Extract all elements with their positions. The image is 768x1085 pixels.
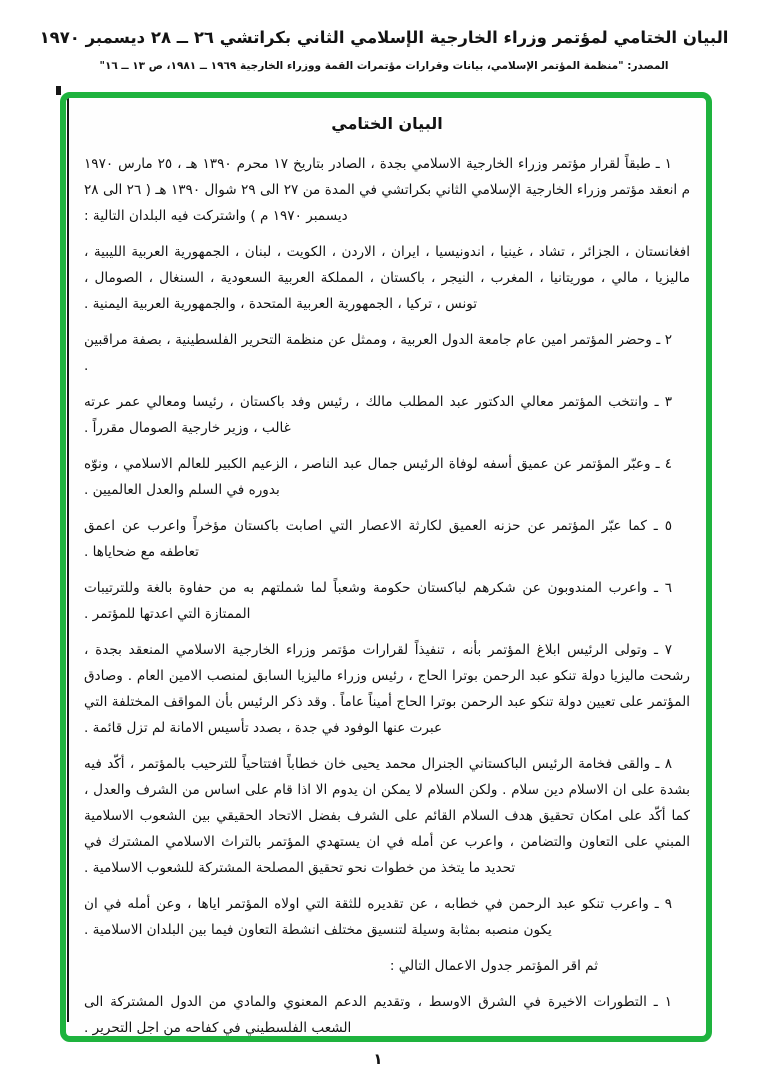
paragraph-country-list: افغانستان ، الجزائر ، تشاد ، غينيا ، اندونيسيا ، ايران ، الاردن ، الكويت ، لبنان ، الجمهورية العربية الليبية ، ماليزيا ، مالي ، موريتانيا ، المغرب ، النيجر ، باكستان ، المملكة العربية السعودية ، السنغال ، الصومال ، تونس ، تركيا ، الجمهورية العربية المتحدة ، والجمهورية العربية اليمنية . bbox=[84, 244, 690, 312]
paragraph-8: ٨ ـ والقى فخامة الرئيس الباكستاني الجنرال محمد يحيى خان خطاباً افتتاحياً للترحيب بالمؤتمر ، أكّد فيه بشدة على ان الاسلام دين سلام . ولكن السلام لا يمكن ان يدوم الا اذا قام على اساس من الشرف والعدل ، كما أكّد على امكان تحقيق هدف السلام القائم على الشرف بفضل الاتحاد الحقيقي بين الشعوب الاسلامية المبني على التعاون والتضامن ، واعرب عن أمله في ان يستهدي المؤتمر بالتراث الاسلامي المشترك في تحديد ما يتخذ من خطوات نحو تحقيق المصلحة المشتركة للشعوب الاسلامية . bbox=[84, 756, 690, 876]
paragraph-5: ٥ ـ كما عبّر المؤتمر عن حزنه العميق لكارثة الاعصار التي اصابت باكستان مؤخراً واعرب عن اعمق تعاطفه مع ضحاياها . bbox=[84, 518, 672, 560]
paragraph-4: ٤ ـ وعبّر المؤتمر عن عميق أسفه لوفاة الرئيس جمال عبد الناصر ، الزعيم الكبير للعالم الاسلامي ، ونوّه بدوره في السلم والعدل العالميين . bbox=[84, 456, 672, 498]
agenda-item-1: ١ ـ التطورات الاخيرة في الشرق الاوسط ، وتقديم الدعم المعنوي والمادي من الدول المشتركة الى الشعب الفلسطيني في كفاحه من اجل التحرير . bbox=[84, 994, 672, 1036]
paragraph-6: ٦ ـ واعرب المندوبون عن شكرهم لباكستان حكومة وشعباً لما شملتهم به من حفاوة بالغة وللترتيبات الممتازة التي اعدتها للمؤتمر . bbox=[84, 580, 672, 622]
agenda-intro-line: ثم اقر المؤتمر جدول الاعمال التالي : bbox=[389, 958, 598, 974]
paragraph-9: ٩ ـ واعرب تنكو عبد الرحمن في خطابه ، عن تقديره للثقة التي اولاه المؤتمر اياها ، وعن أمله في ان يكون منصبه بمثابة وسيلة لتنسيق مختلف انشطة التعاون فيما بين البلدان الاسلامية . bbox=[84, 896, 672, 938]
page-number: ١ bbox=[373, 1050, 383, 1068]
scan-edge-line bbox=[67, 98, 69, 1022]
page-header-title: البيان الختامي لمؤتمر وزراء الخارجية الإسلامي الثاني بكراتشي ٢٦ ــ ٢٨ ديسمبر ١٩٧٠ bbox=[39, 28, 729, 47]
document-title: البيان الختامي bbox=[331, 114, 443, 133]
paragraph-2: ٢ ـ وحضر المؤتمر امين عام جامعة الدول العربية ، وممثل عن منظمة التحرير الفلسطينية ، بصفة مراقبين . bbox=[84, 332, 672, 374]
paragraph-7: ٧ ـ وتولى الرئيس ابلاغ المؤتمر بأنه ، تنفيذاً لقرارات مؤتمر وزراء الخارجية الاسلامي المنعقد بجدة ، رشحت ماليزيا دولة تنكو عبد الرحمن بوترا الحاج ، رئيس وزراء ماليزيا السابق لمنصب الامين العام . وصادق المؤتمر على تعيين دولة تنكو عبد الرحمن بوترا الحاج أميناً عاماً . وقد ذكر الرئيس بأن المواقف المختلفة التي عبرت عنها الوفود في جدة ، بصدد تأسيس الامانة لم تزل قائمة . bbox=[84, 642, 690, 736]
paragraph-3: ٣ ـ وانتخب المؤتمر معالي الدكتور عبد المطلب مالك ، رئيس وفد باكستان ، رئيسا ومعالي عمر عرته غالب ، وزير خارجية الصومال مقرراً . bbox=[84, 394, 672, 436]
paragraph-1: ١ ـ طبقاً لقرار مؤتمر وزراء الخارجية الاسلامي بجدة ، الصادر بتاريخ ١٧ محرم ١٣٩٠ هـ ، ٢٥ مارس ١٩٧٠ م انعقد مؤتمر وزراء الخارجية الإسلامي الثاني بكراتشي في المدة من ٢٧ الى ٢٩ شوال ١٣٩٠ هـ ( ٢٦ الى ٢٨ ديسمبر ١٩٧٠ م ) واشتركت فيه البلدان التالية : bbox=[84, 156, 690, 224]
source-citation-line: المصدر: "منظمة المؤتمر الإسلامي، بيانات وقرارات مؤتمرات القمة ووزراء الخارجية ١٩٦٩ ــ ١٩٨١، ص ١٣ ــ ١٦" bbox=[99, 60, 669, 72]
highlight-border-box bbox=[60, 92, 712, 1042]
scan-edge-artifact-top bbox=[56, 86, 61, 95]
